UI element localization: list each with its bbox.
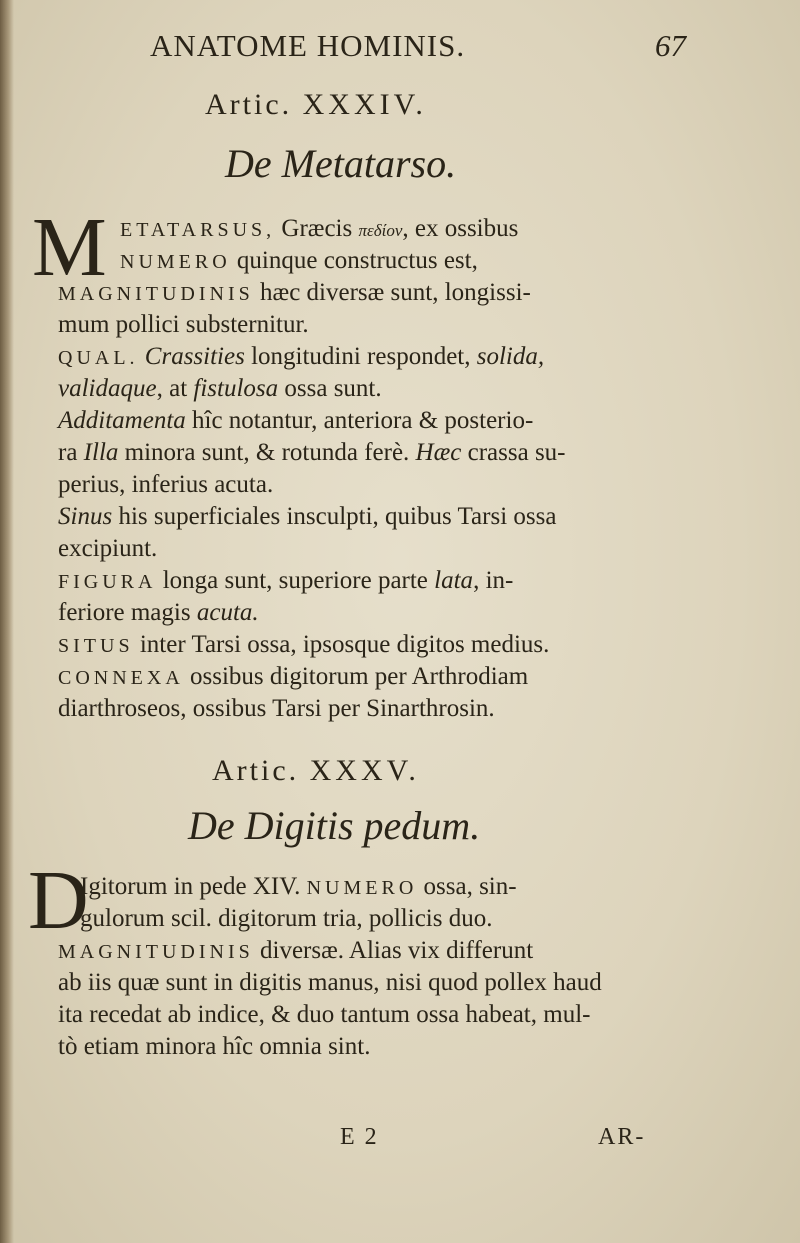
text-run: QUAL. <box>58 347 139 369</box>
text-line <box>58 662 528 693</box>
text-run: , at <box>156 375 194 402</box>
text-line <box>58 1000 590 1030</box>
text-run: diversæ. Alias vix differunt <box>253 937 534 964</box>
text-run: lata <box>434 567 474 594</box>
text-line <box>58 406 533 436</box>
article-number: XXXV. <box>309 754 420 787</box>
text-line <box>58 342 544 373</box>
text-line <box>80 872 517 903</box>
text-run: minora sunt, & rotunda ferè. <box>118 439 416 466</box>
text-run: MAGNITUDINIS <box>58 283 254 305</box>
text-line <box>58 598 259 628</box>
text-line <box>80 904 492 934</box>
text-run: diarthroseos, ossibus Tarsi per Sinarthrosin. <box>58 695 495 722</box>
text-line <box>120 246 478 277</box>
text-run: Illa <box>83 439 119 466</box>
text-run: quinque constructus est, <box>230 247 478 274</box>
text-line <box>58 566 513 597</box>
text-run: mum pollici substernitur. <box>58 311 309 338</box>
text-run: inter Tarsi ossa, ipsosque digitos medius. <box>133 631 550 658</box>
text-run: NUMERO <box>120 251 231 273</box>
text-line <box>58 968 602 998</box>
text-run: crassa su- <box>461 439 566 466</box>
text-run: tò etiam minora hîc omnia sint. <box>58 1033 371 1060</box>
text-run: ossa sunt. <box>278 375 382 402</box>
text-line <box>58 936 533 967</box>
text-run: feriore magis <box>58 599 197 626</box>
text-run: Additamenta <box>58 407 186 434</box>
section-title-digitis-pedum: De Digitis pedum. <box>188 803 481 848</box>
text-run: validaque <box>58 375 157 402</box>
text-run: hæc diversæ sunt, longissi- <box>253 279 531 306</box>
text-run: Hæc <box>415 439 462 466</box>
text-run: Crassities <box>144 343 245 370</box>
text-run: Sinus <box>58 503 113 530</box>
text-line <box>58 278 531 309</box>
page-number: 67 <box>655 28 686 63</box>
drop-capital-m: M <box>32 201 107 294</box>
article-heading-34 <box>205 88 427 122</box>
article-label: Artic. <box>205 88 293 121</box>
article-label: Artic. <box>212 754 300 787</box>
text-run: , ex ossibus <box>402 215 519 242</box>
drop-capital-d: D <box>28 854 89 947</box>
text-line <box>58 694 495 724</box>
text-run: SITUS <box>58 635 134 657</box>
catchword: AR- <box>598 1124 646 1150</box>
text-run: longitudini respondet, <box>244 343 477 370</box>
text-line <box>58 310 309 340</box>
text-line <box>58 1032 370 1062</box>
text-run: perius, inferius acuta. <box>58 471 274 498</box>
text-line <box>58 438 566 468</box>
text-run: NUMERO <box>306 877 418 899</box>
text-line <box>120 214 518 246</box>
text-run: , in- <box>473 567 514 594</box>
page-gutter <box>0 0 14 1243</box>
text-line <box>58 502 556 532</box>
text-run: ra <box>58 439 84 466</box>
text-run: ossibus digitorum per Arthrodiam <box>183 663 529 690</box>
text-run: acuta. <box>196 599 259 626</box>
text-run: ab iis quæ sunt in digitis manus, nisi quod pollex haud <box>58 969 602 996</box>
text-run: ita recedat ab indice, & duo tantum ossa habeat, mul- <box>58 1001 591 1028</box>
text-run: his superficiales insculpti, quibus Tarsi ossa <box>112 503 557 530</box>
text-run: MAGNITUDINIS <box>58 941 254 963</box>
signature-mark: E 2 <box>340 1124 379 1150</box>
section-title-metatarso: De Metatarso. <box>225 141 457 186</box>
text-run: fistulosa <box>193 375 279 402</box>
article-number: XXXIV. <box>302 88 427 121</box>
text-run: hîc notantur, anteriora & posterio- <box>185 407 534 434</box>
text-run: CONNEXA <box>58 667 184 689</box>
text-run: ETATARSUS, <box>120 219 276 241</box>
text-run: Græcis <box>275 215 359 242</box>
text-run: FIGURA <box>58 571 157 593</box>
text-run: ossa, sin- <box>417 873 517 900</box>
article-heading-35 <box>212 754 420 788</box>
text-line <box>58 374 382 404</box>
text-run: πεδίον <box>358 221 403 240</box>
text-line <box>58 630 549 661</box>
running-head: ANATOME HOMINIS. <box>150 28 466 63</box>
text-line <box>58 470 273 500</box>
text-run: solida, <box>476 343 545 370</box>
text-line <box>58 534 157 564</box>
text-run: longa sunt, superiore parte <box>156 567 435 594</box>
text-run: gulorum scil. digitorum tria, pollicis duo. <box>80 905 493 932</box>
text-run: Igitorum in pede XIV. <box>80 873 307 900</box>
text-run: excipiunt. <box>58 535 158 562</box>
